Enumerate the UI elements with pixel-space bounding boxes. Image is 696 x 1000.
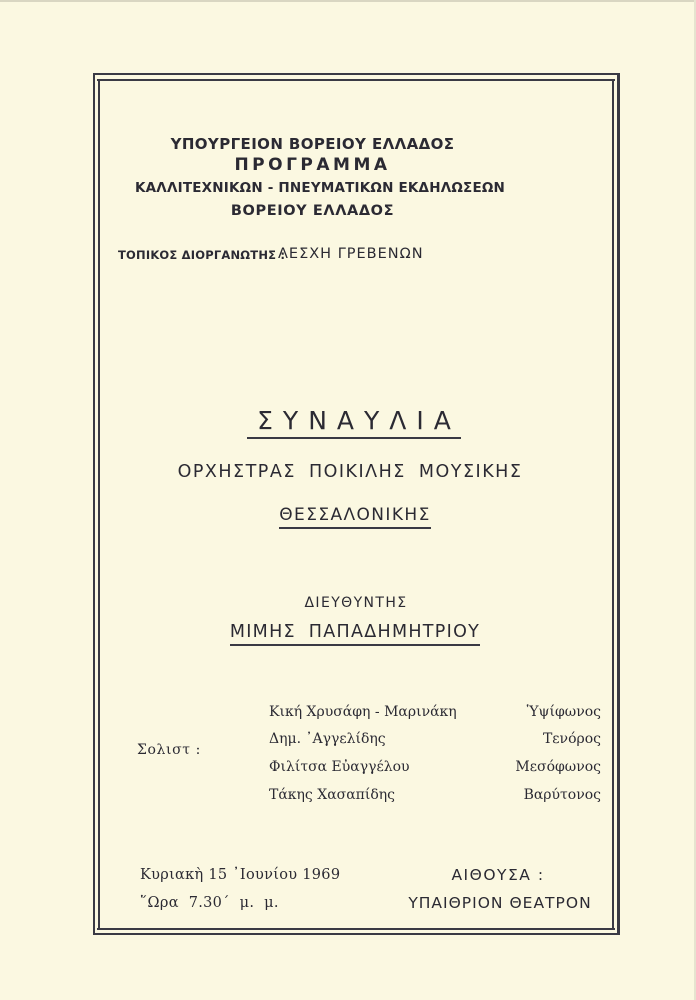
organizer-value: ΛΕΣΧΗ ΓΡΕΒΕΝΩΝ [278,246,424,262]
soloist-name: Δημ. ᾿Αγγελίδης [269,731,386,747]
venue-label: ΑΙΘΟΥΣΑ : [451,866,545,884]
concert-title [224,406,484,435]
director-name: ΜΙΜΗΣ ΠΑΠΑΔΗΜΗΤΡΙΟΥ [230,622,480,646]
soloist-voice: Βαρύτονος [523,787,601,803]
orchestra-line: ΟΡΧΗΣΤΡΑΣ ΠΟΙΚΙΛΗΣ ΜΟΥΣΙΚΗΣ [177,462,523,482]
ministry-heading: ΥΠΟΥΡΓΕΙΟΝ ΒΟΡΕΙΟΥ ΕΛΛΑΔΟΣ [170,135,455,153]
organizer-label: ΤΟΠΙΚΟΣ ΔΙΟΡΓΑΝΩΤΗΣ : [118,248,286,262]
soloists-label: Σολιστ : [137,742,201,758]
venue-name: ΥΠΑΙΘΡΙΟΝ ΘΕΑΤΡΟΝ [408,894,592,912]
programme-heading: ΠΡΟΓΡΑΜΜΑ [234,155,391,175]
concert-time: ῞Ωρα 7.30΄ μ. μ. [140,895,279,911]
city-text: ΘΕΣΣΑΛΟΝΙΚΗΣ [279,505,430,529]
concert-title-text: ΣΥΝΑΥΛΙΑ [247,406,461,439]
soloist-voice: Ὑψίφωνος [526,704,601,720]
soloist-voice: Τενόρος [542,731,601,747]
concert-date: Κυριακὴ 15 ᾿Ιουνίου 1969 [140,867,341,883]
events-heading: ΚΑΛΛΙΤΕΧΝΙΚΩΝ - ΠΝΕΥΜΑΤΙΚΩΝ ΕΚΔΗΛΩΣΕΩΝ [135,180,506,196]
soloist-name: Τάκης Χασαπίδης [269,787,395,803]
director-label: ΔΙΕΥΘΥΝΤΗΣ [304,595,408,611]
soloist-voice: Μεσόφωνος [515,759,601,775]
soloist-name: Φιλίτσα Εὐαγγέλου [269,759,410,775]
soloist-name: Κική Χρυσάφη - Μαρινάκη [269,704,457,720]
region-heading: ΒΟΡΕΙΟΥ ΕΛΛΑΔΟΣ [230,203,395,219]
city-line [240,505,470,525]
director-name-line [210,622,500,642]
